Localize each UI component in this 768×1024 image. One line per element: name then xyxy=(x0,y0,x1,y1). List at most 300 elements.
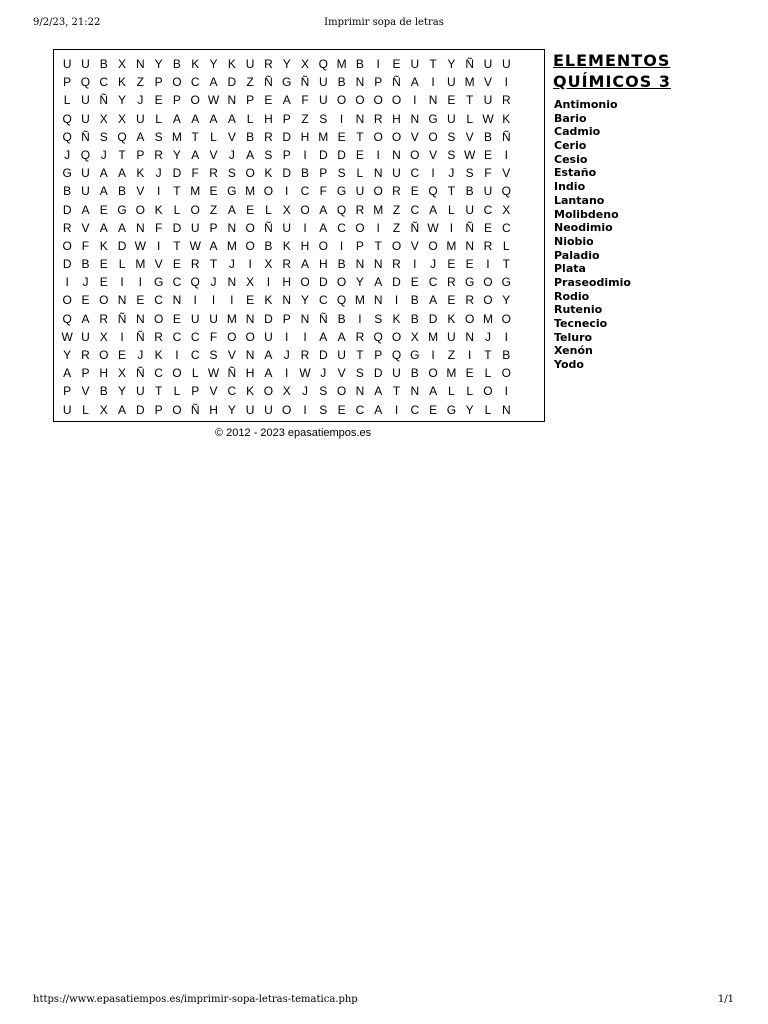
grid-letter: A xyxy=(374,275,383,290)
grid-letter: A xyxy=(282,93,291,108)
grid-letter: I xyxy=(156,238,161,253)
grid-letter: P xyxy=(282,147,291,162)
grid-letter: B xyxy=(118,184,127,199)
grid-letter: X xyxy=(282,384,291,399)
word-list-item: Lantano xyxy=(554,193,605,207)
grid-letter: Y xyxy=(118,93,127,108)
grid-letter: D xyxy=(62,202,72,217)
grid-letter: C xyxy=(190,75,200,90)
grid-letter: H xyxy=(300,238,310,253)
grid-letter: O xyxy=(501,311,511,326)
grid-letter: O xyxy=(282,402,292,417)
grid-letter: K xyxy=(246,384,255,399)
grid-row xyxy=(54,346,546,364)
grid-letter: W xyxy=(299,366,311,381)
grid-letter: O xyxy=(355,93,365,108)
grid-letter: W xyxy=(134,238,146,253)
grid-letter: L xyxy=(448,202,455,217)
grid-letter: K xyxy=(227,57,236,71)
grid-letter: T xyxy=(173,184,181,199)
grid-letter: L xyxy=(466,111,474,126)
grid-letter: C xyxy=(300,184,310,199)
grid-letter: V xyxy=(154,257,163,272)
grid-letter: I xyxy=(339,238,344,253)
grid-letter: M xyxy=(171,129,182,144)
grid-letter: C xyxy=(172,275,182,290)
grid-letter: D xyxy=(172,220,182,235)
grid-letter: Ñ xyxy=(392,75,401,90)
grid-letter: H xyxy=(392,111,401,126)
grid-letter: E xyxy=(172,257,181,272)
grid-letter: A xyxy=(429,202,438,217)
grid-letter: W xyxy=(482,111,494,126)
grid-letter: O xyxy=(465,311,475,326)
grid-letter: E xyxy=(337,129,346,144)
grid-letter: Y xyxy=(282,57,291,71)
grid-letter: U xyxy=(447,75,456,90)
grid-letter: Q xyxy=(117,129,127,144)
grid-letter: U xyxy=(81,111,90,126)
grid-letter: E xyxy=(246,293,255,308)
grid-letter: B xyxy=(264,238,273,253)
grid-letter: T xyxy=(429,57,437,71)
grid-letter: K xyxy=(191,57,200,71)
grid-letter: I xyxy=(376,147,380,162)
grid-letter: V xyxy=(410,238,419,253)
grid-letter: Q xyxy=(80,75,91,90)
grid-letter: T xyxy=(356,348,364,362)
grid-letter: I xyxy=(431,75,435,90)
grid-letter: A xyxy=(118,402,127,417)
grid-letter: W xyxy=(61,329,73,344)
grid-letter: K xyxy=(447,311,456,326)
grid-letter: A xyxy=(191,111,200,126)
grid-letter: I xyxy=(339,111,344,126)
grid-letter: P xyxy=(319,166,328,181)
grid-letter: C xyxy=(190,348,200,362)
grid-letter: O xyxy=(99,348,109,362)
grid-row xyxy=(54,182,546,200)
grid-letter: U xyxy=(318,93,328,108)
grid-letter: D xyxy=(282,166,292,181)
grid-letter: O xyxy=(245,166,255,181)
word-list-item: Rodio xyxy=(554,289,590,303)
grid-letter: A xyxy=(264,366,273,381)
grid-letter: U xyxy=(447,111,456,126)
word-list-item: Indio xyxy=(554,180,586,194)
grid-letter: N xyxy=(410,111,420,126)
grid-letter: C xyxy=(355,402,365,417)
grid-letter: V xyxy=(209,384,218,399)
grid-letter: R xyxy=(355,329,365,344)
grid-letter: Ñ xyxy=(190,402,200,417)
grid-letter: H xyxy=(282,275,292,290)
grid-letter: U xyxy=(483,184,493,199)
grid-letter: T xyxy=(356,129,364,144)
word-search-puzzle xyxy=(53,49,545,422)
grid-letter: I xyxy=(156,184,161,199)
grid-letter: N xyxy=(245,311,255,326)
grid-letter: P xyxy=(63,384,72,399)
grid-letter: J xyxy=(64,147,71,162)
grid-letter: F xyxy=(81,238,90,253)
grid-letter: Ñ xyxy=(300,75,310,90)
grid-letter: F xyxy=(154,220,163,235)
grid-letter: Ñ xyxy=(465,220,475,235)
grid-letter: I xyxy=(358,311,362,326)
grid-letter: K xyxy=(136,166,145,181)
word-list xyxy=(554,98,631,372)
grid-letter: V xyxy=(136,184,145,199)
grid-letter: N xyxy=(428,93,438,108)
grid-letter: F xyxy=(191,166,199,181)
grid-letter: E xyxy=(99,257,108,272)
grid-letter: T xyxy=(118,147,126,162)
grid-letter: O xyxy=(373,184,383,199)
theme-title-line-1: ELEMENTOS xyxy=(553,51,671,70)
grid-row xyxy=(54,146,546,164)
grid-letter: E xyxy=(355,147,364,162)
grid-letter: M xyxy=(226,311,237,326)
grid-letter: I xyxy=(230,293,234,308)
grid-letter: N xyxy=(227,93,237,108)
grid-letter: Q xyxy=(190,275,200,290)
grid-letter: P xyxy=(154,402,163,417)
grid-letter: U xyxy=(81,329,90,344)
grid-letter: V xyxy=(227,348,236,362)
grid-letter: B xyxy=(99,384,108,399)
word-list-item: Yodo xyxy=(554,358,584,372)
grid-letter: L xyxy=(448,384,455,399)
grid-letter: E xyxy=(136,293,145,308)
grid-letter: Ñ xyxy=(264,220,273,235)
grid-letter: O xyxy=(300,275,310,290)
grid-letter: N xyxy=(227,220,237,235)
grid-letter: R xyxy=(62,220,72,235)
grid-letter: A xyxy=(209,111,218,126)
grid-letter: Q xyxy=(373,329,383,344)
grid-letter: S xyxy=(337,166,346,181)
grid-letter: N xyxy=(136,220,145,235)
grid-letter: I xyxy=(413,93,417,108)
grid-letter: Q xyxy=(336,202,347,217)
grid-letter: Q xyxy=(80,147,91,162)
grid-letter: T xyxy=(374,238,382,253)
grid-letter: M xyxy=(446,366,457,381)
grid-letter: L xyxy=(173,384,181,399)
grid-letter: U xyxy=(81,184,90,199)
grid-letter: I xyxy=(449,220,454,235)
grid-letter: E xyxy=(465,257,474,272)
grid-letter: I xyxy=(394,293,399,308)
grid-letter: X xyxy=(118,111,127,126)
grid-letter: N xyxy=(465,329,475,344)
grid-letter: S xyxy=(374,311,383,326)
grid-letter: G xyxy=(446,402,457,417)
grid-letter: B xyxy=(81,257,90,272)
grid-letter: G xyxy=(62,166,72,181)
grid-letter: O xyxy=(355,220,365,235)
grid-letter: J xyxy=(228,147,235,162)
word-list-item: Paladio xyxy=(554,248,600,262)
word-list-item: Cerio xyxy=(554,139,587,153)
grid-row xyxy=(54,328,546,346)
grid-letter: Q xyxy=(62,311,72,326)
grid-letter: R xyxy=(190,257,200,272)
grid-letter: V xyxy=(410,129,419,144)
grid-letter: U xyxy=(501,57,511,71)
grid-letter: U xyxy=(190,220,200,235)
grid-letter: B xyxy=(337,311,346,326)
grid-letter: Z xyxy=(136,75,144,90)
grid-letter: I xyxy=(376,57,380,71)
grid-letter: I xyxy=(504,384,508,399)
grid-letter: I xyxy=(504,75,508,90)
grid-letter: L xyxy=(173,202,181,217)
grid-letter: T xyxy=(191,129,199,144)
grid-letter: M xyxy=(373,202,384,217)
word-list-item: Xenón xyxy=(554,344,593,358)
grid-letter: Z xyxy=(301,111,309,126)
grid-letter: S xyxy=(99,129,108,144)
letter-grid xyxy=(54,50,546,419)
grid-letter: E xyxy=(246,202,255,217)
grid-letter: D xyxy=(318,147,328,162)
grid-letter: D xyxy=(318,348,328,362)
grid-row xyxy=(54,55,546,73)
grid-letter: Ñ xyxy=(318,311,328,326)
grid-letter: S xyxy=(447,129,456,144)
word-list-item: Tecnecio xyxy=(554,317,608,330)
grid-letter: G xyxy=(153,275,164,290)
grid-letter: Z xyxy=(392,220,401,235)
grid-letter: L xyxy=(484,366,492,381)
word-list-item: Bario xyxy=(554,111,587,125)
grid-letter: S xyxy=(319,111,328,126)
grid-letter: Q xyxy=(428,184,438,199)
grid-letter: I xyxy=(376,220,380,235)
grid-letter: C xyxy=(99,75,109,90)
grid-letter: Z xyxy=(392,202,401,217)
grid-letter: E xyxy=(465,366,474,381)
grid-letter: B xyxy=(63,184,72,199)
grid-letter: R xyxy=(501,93,511,108)
grid-letter: O xyxy=(373,93,383,108)
grid-letter: M xyxy=(226,238,237,253)
grid-letter: E xyxy=(410,184,419,199)
grid-letter: O xyxy=(336,384,347,399)
grid-letter: N xyxy=(355,257,365,272)
grid-letter: N xyxy=(355,384,365,399)
grid-letter: R xyxy=(300,348,310,362)
grid-letter: N xyxy=(136,311,145,326)
grid-letter: U xyxy=(264,402,273,417)
grid-letter: T xyxy=(484,348,492,362)
grid-letter: U xyxy=(337,348,346,362)
grid-letter: Q xyxy=(501,184,511,199)
grid-letter: D xyxy=(392,275,401,290)
grid-letter: B xyxy=(410,366,419,381)
grid-letter: Y xyxy=(118,384,127,399)
grid-letter: N xyxy=(392,147,401,162)
grid-letter: Ñ xyxy=(264,75,273,90)
grid-letter: D xyxy=(264,311,273,326)
grid-letter: E xyxy=(447,293,456,308)
grid-letter: S xyxy=(209,348,218,362)
grid-letter: A xyxy=(191,147,200,162)
grid-letter: G xyxy=(428,111,438,126)
grid-letter: R xyxy=(392,257,401,272)
grid-letter: N xyxy=(355,111,365,126)
grid-letter: I xyxy=(138,275,142,290)
grid-letter: Y xyxy=(63,348,72,362)
grid-letter: T xyxy=(466,93,474,108)
grid-letter: J xyxy=(484,329,491,344)
grid-letter: D xyxy=(136,402,145,417)
grid-letter: L xyxy=(82,402,89,417)
grid-letter: A xyxy=(319,202,328,217)
grid-row xyxy=(54,382,546,400)
grid-letter: U xyxy=(209,311,218,326)
grid-letter: N xyxy=(136,57,145,71)
grid-letter: X xyxy=(410,329,419,344)
grid-letter: G xyxy=(282,75,292,90)
grid-letter: R xyxy=(99,311,109,326)
grid-letter: E xyxy=(392,57,401,71)
grid-letter: C xyxy=(318,293,328,308)
grid-letter: B xyxy=(337,75,346,90)
grid-letter: B xyxy=(172,57,181,71)
grid-letter: P xyxy=(282,311,291,326)
grid-letter: I xyxy=(303,329,307,344)
print-page-title: Imprimir sopa de letras xyxy=(324,17,444,28)
grid-letter: O xyxy=(190,93,200,108)
grid-letter: X xyxy=(502,202,511,217)
grid-letter: O xyxy=(391,93,402,108)
grid-letter: V xyxy=(337,366,346,381)
grid-letter: E xyxy=(483,220,492,235)
grid-letter: I xyxy=(486,257,490,272)
grid-letter: V xyxy=(209,147,218,162)
grid-letter: U xyxy=(245,57,255,71)
grid-letter: K xyxy=(264,166,273,181)
grid-letter: M xyxy=(446,238,457,253)
grid-letter: S xyxy=(447,147,456,162)
grid-letter: I xyxy=(211,293,216,308)
grid-letter: K xyxy=(392,311,401,326)
grid-letter: X xyxy=(246,275,255,290)
grid-letter: X xyxy=(99,329,108,344)
grid-letter: E xyxy=(81,293,90,308)
grid-letter: E xyxy=(118,348,127,362)
grid-letter: I xyxy=(431,348,435,362)
grid-letter: X xyxy=(118,366,127,381)
grid-letter: A xyxy=(209,238,218,253)
grid-letter: W xyxy=(189,238,201,253)
grid-letter: L xyxy=(466,384,474,399)
grid-letter: I xyxy=(468,348,472,362)
grid-letter: R xyxy=(264,129,273,144)
grid-letter: O xyxy=(336,275,347,290)
grid-letter: A xyxy=(99,220,108,235)
grid-letter: O xyxy=(245,220,255,235)
grid-letter: E xyxy=(172,311,181,326)
grid-letter: I xyxy=(175,348,179,362)
grid-letter: V xyxy=(429,147,438,162)
grid-letter: D xyxy=(117,238,127,253)
grid-letter: H xyxy=(99,366,109,381)
grid-letter: O xyxy=(391,129,402,144)
grid-letter: R xyxy=(483,238,493,253)
print-footer-url: https://www.epasatiempos.es/imprimir-sopa-letras-tematica.php xyxy=(33,994,358,1005)
grid-letter: D xyxy=(318,275,328,290)
grid-letter: V xyxy=(465,129,474,144)
grid-letter: U xyxy=(392,166,401,181)
grid-letter: P xyxy=(172,93,181,108)
grid-letter: I xyxy=(193,293,197,308)
grid-letter: D xyxy=(373,366,383,381)
grid-letter: Ñ xyxy=(501,129,511,144)
grid-letter: E xyxy=(429,402,438,417)
grid-letter: F xyxy=(301,93,309,108)
grid-letter: Y xyxy=(154,57,163,71)
grid-letter: K xyxy=(502,111,511,126)
grid-letter: A xyxy=(99,166,108,181)
grid-letter: A xyxy=(81,202,90,217)
copyright-credit: © 2012 - 2023 epasatiempos.es xyxy=(215,427,372,439)
grid-letter: M xyxy=(336,57,347,71)
grid-letter: I xyxy=(266,275,271,290)
grid-letter: L xyxy=(356,166,364,181)
grid-letter: C xyxy=(154,293,163,308)
grid-letter: U xyxy=(81,166,90,181)
grid-letter: L xyxy=(118,257,126,272)
word-list-item: Teluro xyxy=(554,330,593,344)
grid-letter: O xyxy=(62,238,72,253)
grid-letter: Y xyxy=(355,275,364,290)
grid-letter: K xyxy=(118,75,127,90)
grid-letter: Ñ xyxy=(117,311,127,326)
grid-letter: P xyxy=(63,75,72,90)
grid-letter: J xyxy=(283,348,290,362)
grid-letter: F xyxy=(484,166,492,181)
grid-letter: W xyxy=(427,220,439,235)
grid-letter: P xyxy=(209,220,218,235)
print-datetime: 9/2/23, 21:22 xyxy=(33,17,101,28)
grid-letter: A xyxy=(81,311,90,326)
grid-letter: V xyxy=(81,384,90,399)
theme-title-line-2: QUÍMICOS 3 xyxy=(553,72,671,91)
grid-letter: G xyxy=(410,348,420,362)
grid-letter: X xyxy=(99,111,108,126)
grid-letter: M xyxy=(428,329,439,344)
word-list-item: Rutenio xyxy=(554,303,603,317)
grid-letter: U xyxy=(465,202,475,217)
grid-letter: H xyxy=(318,257,328,272)
grid-letter: I xyxy=(285,366,289,381)
grid-letter: L xyxy=(191,366,199,381)
grid-letter: M xyxy=(318,129,329,144)
word-list-item: Niobio xyxy=(554,234,594,248)
grid-letter: O xyxy=(135,202,145,217)
grid-letter: Q xyxy=(391,348,402,362)
grid-letter: X xyxy=(118,57,127,71)
grid-letter: U xyxy=(62,57,72,71)
grid-letter: I xyxy=(120,275,124,290)
grid-letter: P xyxy=(191,384,200,399)
grid-letter: S xyxy=(355,366,364,381)
grid-letter: T xyxy=(154,384,163,399)
